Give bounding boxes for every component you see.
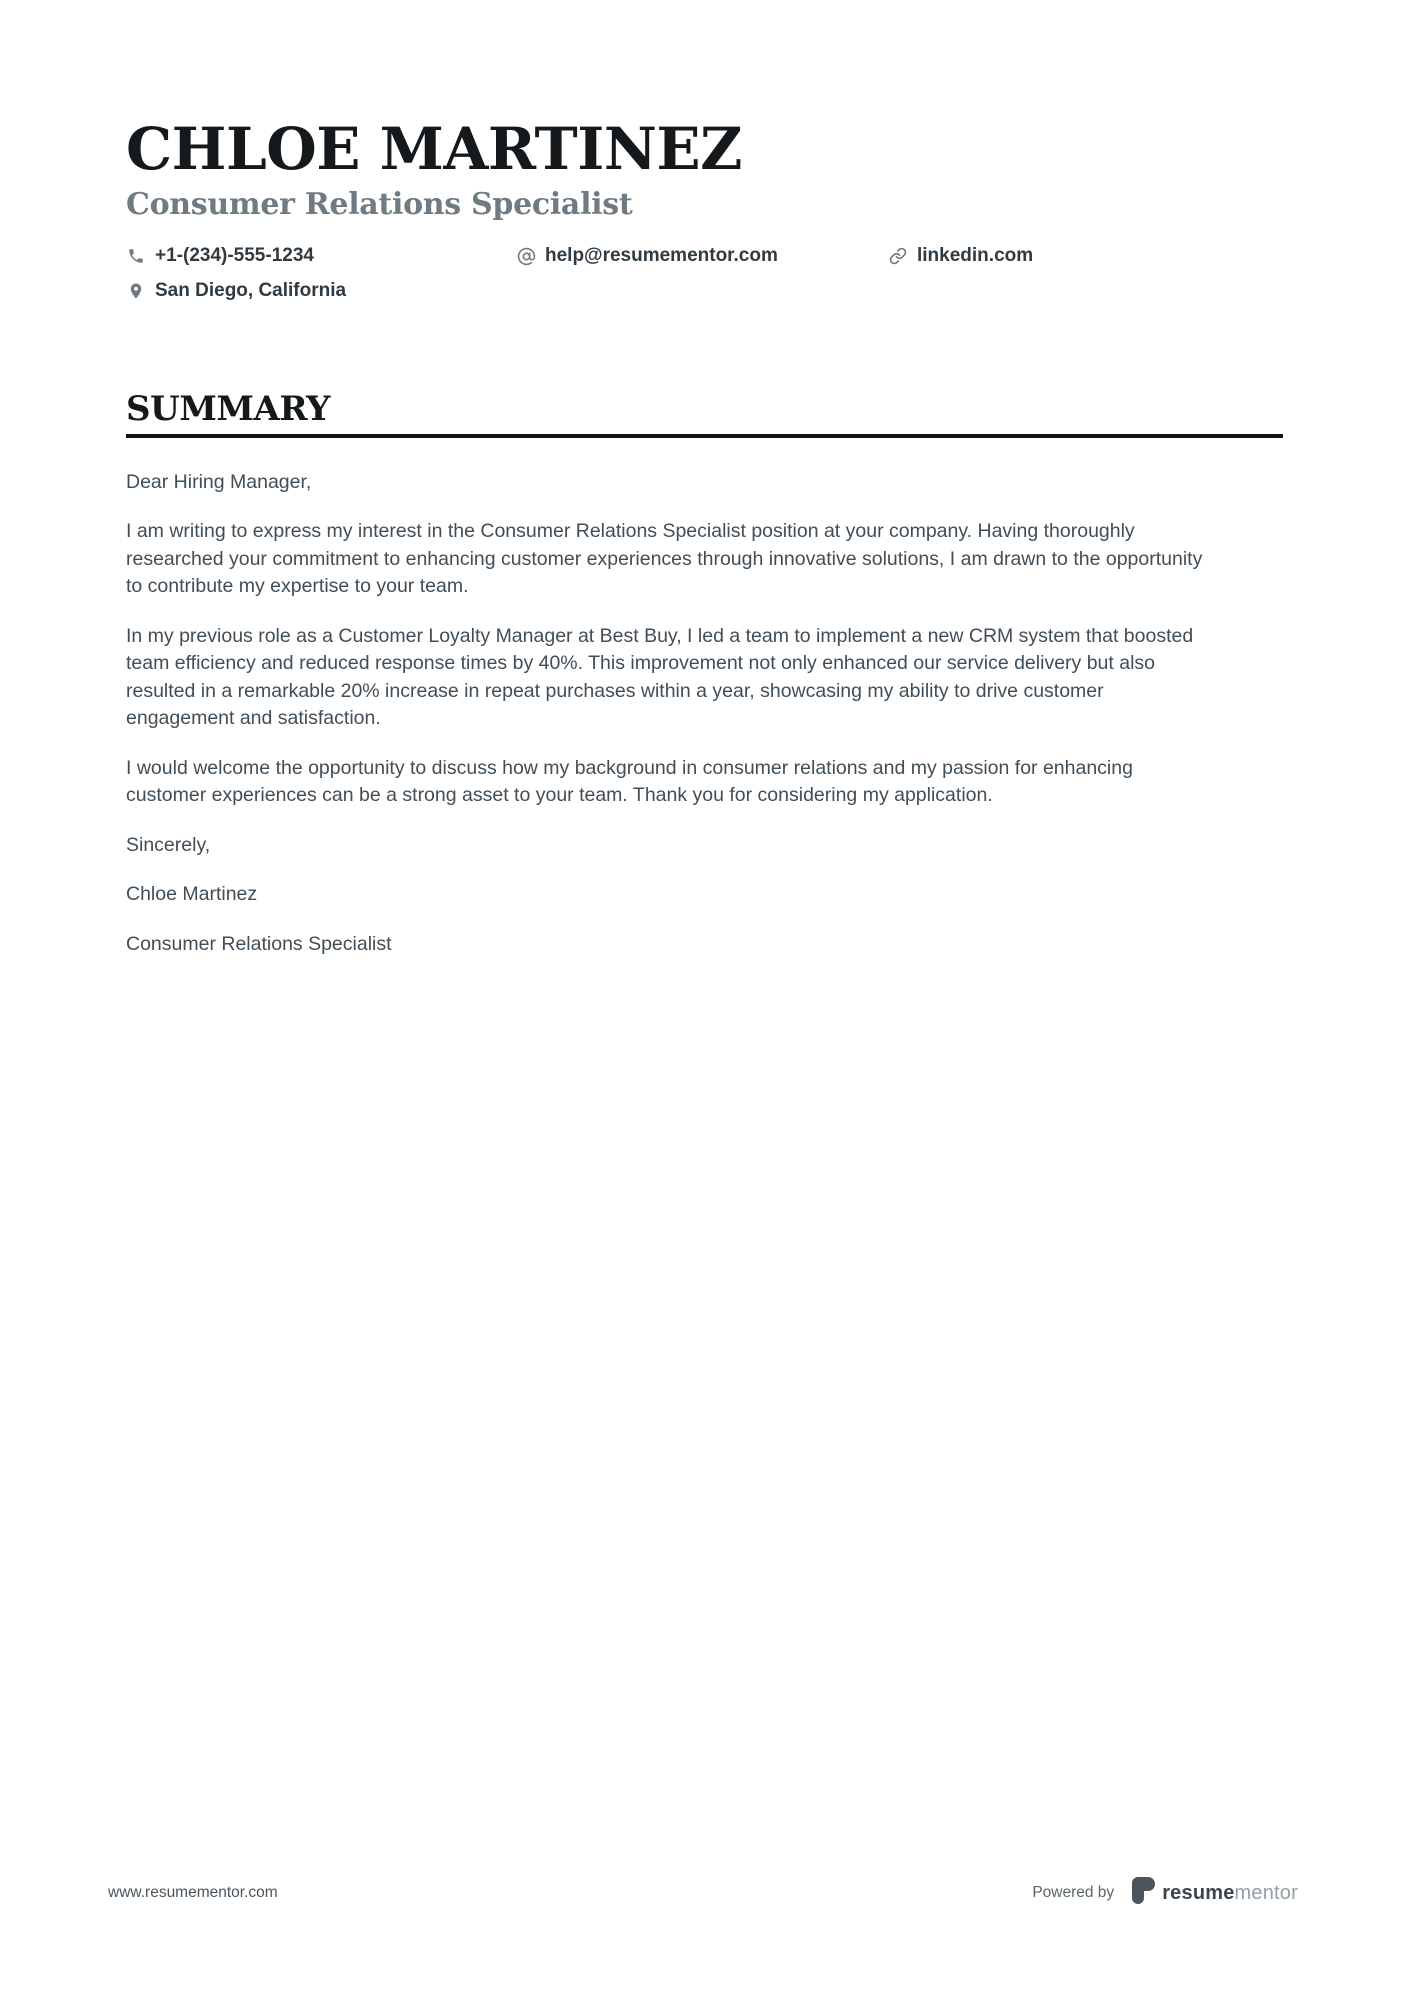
resumementor-logo-text bbox=[1162, 1882, 1298, 1905]
summary-heading: SUMMARY bbox=[126, 389, 330, 429]
letter-salutation: Dear Hiring Manager, bbox=[126, 470, 312, 493]
letter-signature-name: Chloe Martinez bbox=[126, 883, 258, 906]
footer-website-link[interactable]: www.resumementor.com bbox=[108, 1884, 278, 1901]
page-footer bbox=[108, 1877, 1298, 1909]
brand-text-light: mentor bbox=[1234, 1881, 1298, 1904]
candidate-job-title: Consumer Relations Specialist bbox=[126, 187, 633, 222]
location-pin-icon bbox=[126, 282, 146, 300]
contact-email-text: help@resumementor.com bbox=[545, 245, 778, 266]
powered-by-label: Powered by bbox=[1032, 1884, 1115, 1901]
letter-signoff: Sincerely, bbox=[126, 833, 211, 856]
page-content bbox=[0, 0, 1410, 958]
contact-link[interactable] bbox=[888, 245, 1283, 267]
letter-paragraph: In my previous role as a Customer Loyalty Manager at Best Buy, I led a team to implement a new CRM system that boosted team efficiency and reduced response times by 40%. This improvement not only enhanced our service delivery but also resulted in a remarkable 20% increase in repeat purchases within a year, showcasing my ability to drive customer engagement and satisfaction. bbox=[126, 624, 1194, 730]
brand-text-bold: resume bbox=[1162, 1881, 1235, 1904]
letter-paragraph: I would welcome the opportunity to discuss how my background in consumer relations and my passion for enhancing customer experiences can be a strong asset to your team. Thank you for considering my application. bbox=[126, 756, 1133, 807]
cover-letter-body bbox=[126, 469, 1283, 959]
at-sign-icon bbox=[516, 247, 536, 266]
powered-by bbox=[1032, 1877, 1298, 1909]
contact-phone-text: +1-(234)-555-1234 bbox=[155, 245, 314, 266]
contact-info bbox=[126, 245, 1283, 302]
summary-divider bbox=[126, 434, 1283, 438]
letter-paragraph: I am writing to express my interest in the Consumer Relations Specialist position at your company. Having thoroughly researched your commitment to enhancing customer experiences through innovative solutions, I am drawn to the opportunity to contribute my expertise to your team. bbox=[126, 520, 1203, 598]
resumementor-logo[interactable] bbox=[1132, 1877, 1298, 1909]
contact-location-text: San Diego, California bbox=[155, 280, 347, 301]
phone-icon bbox=[126, 247, 146, 265]
summary-section bbox=[126, 389, 1283, 958]
resumementor-logo-icon bbox=[1132, 1877, 1155, 1909]
contact-location bbox=[126, 280, 516, 302]
link-icon bbox=[888, 247, 908, 265]
letter-signature-title: Consumer Relations Specialist bbox=[126, 932, 392, 955]
contact-link-text: linkedin.com bbox=[917, 245, 1034, 266]
candidate-name: CHLOE MARTINEZ bbox=[126, 115, 742, 183]
contact-phone[interactable] bbox=[126, 245, 516, 267]
contact-email[interactable] bbox=[516, 245, 888, 267]
